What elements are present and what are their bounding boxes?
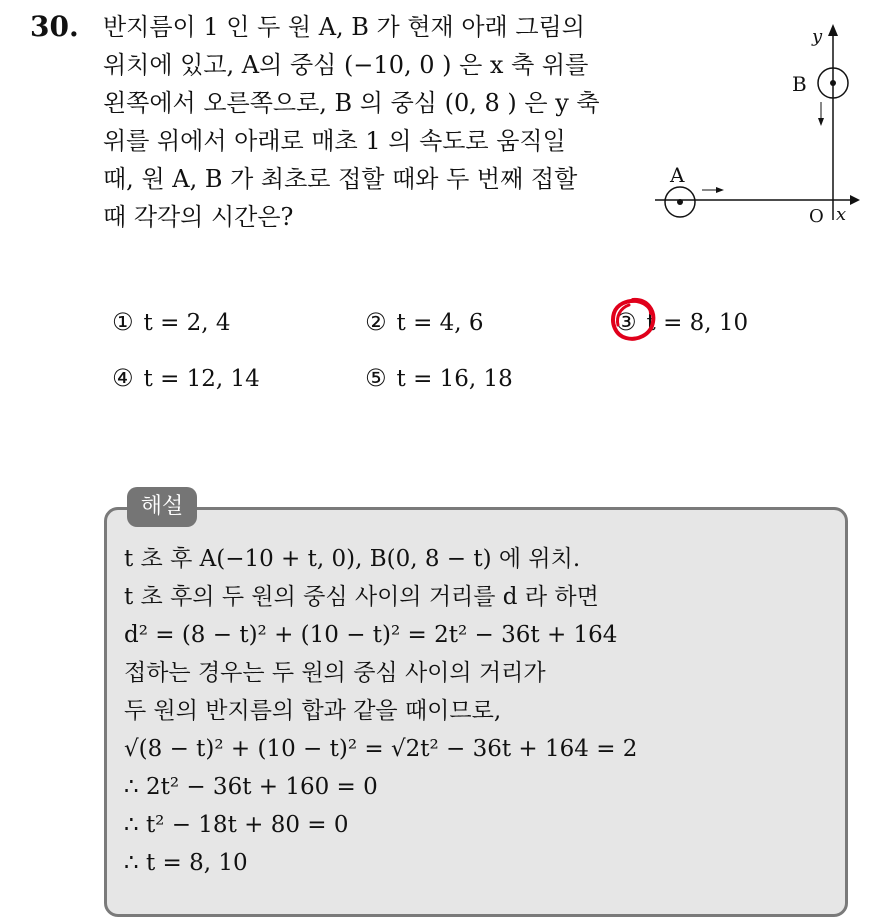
- solution-text: [124, 540, 637, 882]
- x-axis-label: x: [836, 204, 847, 225]
- circle-a-label: A: [670, 163, 685, 187]
- choice-text: t = 12, 14: [143, 366, 260, 392]
- solution-line: t 초 후 A(−10 + t, 0), B(0, 8 − t) 에 위치.: [124, 546, 581, 572]
- question-number: 30.: [30, 10, 79, 43]
- choice-4[interactable]: [112, 364, 260, 392]
- question-line: 때, 원 A, B 가 최초로 접할 때와 두 번째 접할: [103, 165, 578, 193]
- solution-line: 접하는 경우는 두 원의 중심 사이의 거리가: [124, 660, 546, 686]
- coordinate-diagram: [650, 20, 880, 235]
- choice-text: t = 16, 18: [396, 366, 513, 392]
- solution-tab: 해설: [127, 487, 197, 527]
- solution-line: 두 원의 반지름의 합과 같을 때이므로,: [124, 698, 502, 724]
- circle-b-center: [830, 80, 836, 86]
- solution-line: d² = (8 − t)² + (10 − t)² = 2t² − 36t + 164: [124, 622, 618, 648]
- choice-2[interactable]: [365, 308, 484, 336]
- question-line: 위치에 있고, A의 중심 (−10, 0 ) 은 x 축 위를: [103, 51, 589, 79]
- solution-line: √(8 − t)² + (10 − t)² = √2t² − 36t + 164 = 2: [124, 736, 638, 762]
- question-line: 위를 위에서 아래로 매초 1 의 속도로 움직일: [103, 127, 566, 155]
- solution-line: ∴ 2t² − 36t + 160 = 0: [124, 774, 378, 800]
- choice-text: t = 2, 4: [143, 310, 231, 336]
- choice-1[interactable]: [112, 308, 231, 336]
- circle-a-center: [677, 199, 683, 205]
- choice-mark: ⑤: [365, 364, 387, 392]
- choice-mark: ②: [365, 308, 387, 336]
- solution-line: ∴ t = 8, 10: [124, 850, 248, 876]
- choice-mark: ①: [112, 308, 134, 336]
- y-axis-arrow: [828, 24, 838, 36]
- answer-circle-mark: [607, 295, 659, 345]
- choice-5[interactable]: [365, 364, 513, 392]
- solution-line: ∴ t² − 18t + 80 = 0: [124, 812, 349, 838]
- question-text: [103, 8, 623, 236]
- choice-text: t = 8, 10: [646, 310, 749, 336]
- question-line: 반지름이 1 인 두 원 A, B 가 현재 아래 그림의: [103, 13, 585, 41]
- question-line: 때 각각의 시간은?: [103, 203, 294, 231]
- choice-mark: ③: [615, 308, 637, 336]
- origin-label: O: [809, 206, 824, 227]
- circle-b-label: B: [792, 72, 807, 96]
- choice-mark: ④: [112, 364, 134, 392]
- question-line: 왼쪽에서 오른쪽으로, B 의 중심 (0, 8 ) 은 y 축: [103, 89, 600, 117]
- x-axis-arrow: [850, 195, 860, 205]
- y-axis-label: y: [812, 26, 823, 47]
- solution-line: t 초 후의 두 원의 중심 사이의 거리를 d 라 하면: [124, 584, 599, 610]
- choice-text: t = 4, 6: [396, 310, 484, 336]
